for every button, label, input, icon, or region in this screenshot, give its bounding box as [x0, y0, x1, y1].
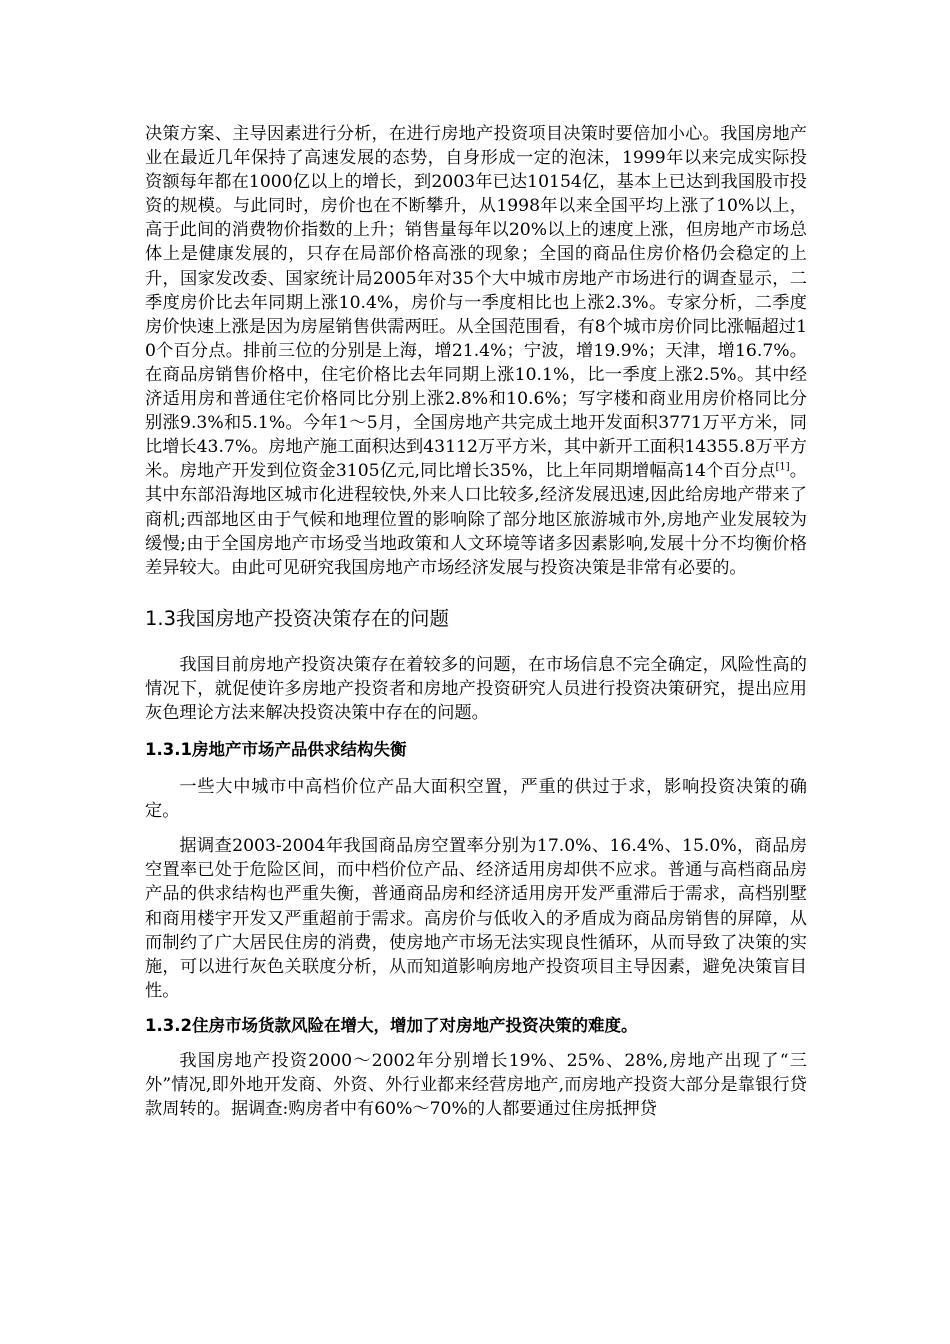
document-page	[145, 122, 807, 1121]
section-heading-1-3: 1.3我国房地产投资决策存在的问题	[145, 606, 450, 630]
citation-reference[interactable]: [1]	[775, 461, 790, 473]
section-1-3-intro-paragraph: 我国目前房地产投资决策存在着较多的问题，在市场信息不完全确定，风险性高的情况下，就促使许多房地产投资者和房地产投资研究人员进行投资决策研究，提出应用灰色理论方法来解决投资决策中存在的问题。	[145, 654, 807, 723]
body-paragraph	[145, 122, 807, 580]
paragraph-text-continued: 。其中东部沿海地区城市化进程较快,外来人口比较多,经济发展迅速,因此给房地产带来了商机;西部地区由于气候和地理位置的影响除了部分地区旅游城市外,房地产业发展较为缓慢;由于全国房地产市场受当地政策和人文环境等诸多因素影响,发展十分不均衡价格差异较大。由此可见研究我国房地产市场经济发展与投资决策是非常有必要的。	[145, 461, 807, 578]
section-1-3-1-paragraph-2: 据调查2003-2004年我国商品房空置率分别为17.0%、16.4%、15.0%，商品房空置率已处于危险区间，而中档价位产品、经济适用房却供不应求。普通与高档商品房产品的供求结构也严重失衡，普通商品房和经济适用房开发严重滞后于需求，高档别墅和商用楼宇开发又严重超前于需求。高房价与低收入的矛盾成为商品房销售的屏障，从而制约了广大居民住房的消费，使房地产市场无法实现良性循环，从而导致了决策的实施，可以进行灰色关联度分析，从而知道影响房地产投资项目主导因素，避免决策盲目性。	[145, 836, 807, 1001]
section-1-3-1-paragraph-1: 一些大中城市中高档价位产品大面积空置，严重的供过于求，影响投资决策的确定。	[145, 777, 807, 822]
section-heading-1-3-2: 1.3.2住房市场货款风险在增大，增加了对房地产投资决策的难度。	[145, 1015, 638, 1035]
section-heading-1-3-1: 1.3.1房地产市场产品供求结构失衡	[145, 740, 407, 760]
section-1-3-2-paragraph-1: 我国房地产投资2000～2002年分别增长19%、25%、28%,房地产出现了“三外”情况,即外地开发商、外资、外行业都来经营房地产,而房地产投资大部分是靠银行贷款周转的。据调查:购房者中有60%～70%的人都要通过住房抵押贷	[145, 1050, 807, 1120]
paragraph-text: 决策方案、主导因素进行分析，在进行房地产投资项目决策时要倍加小心。我国房地产业在最近几年保持了高速发展的态势，自身形成一定的泡沫，1999年以来完成实际投资额每年都在1000亿以上的增长，到2003年已达10154亿，基本上已达到我国股市投资的规模。与此同时，房价也在不断攀升，从1998年以来全国平均上涨了10%以上，高于此间的消费物价指数的上升；销售量每年以20%以上的速度上涨，但房地产市场总体上是健康发展的，只存在局部价格高涨的现象；全国的商品住房价格仍会稳定的上升，国家发改委、国家统计局2005年对35个大中城市房地产市场进行的调查显示，二季度房价比去年同期上涨10.4%，房价与一季度相比也上涨2.3%。专家分析，二季度房价快速上涨是因为房屋销售供需两旺。从全国范围看，有8个城市房价同比涨幅超过10个百分点。排前三位的分别是上海，增21.4%；宁波，增19.9%；天津，增16.7%。在商品房销售价格中，住宅价格比去年同期上涨10.1%，比一季度上涨2.5%。其中经济适用房和普通住宅价格同比分别上涨2.8%和10.6%；写字楼和商业用房价格同比分别涨9.3%和5.1%。今年1～5月，全国房地产共完成土地开发面积3771万平方米，同比增长43.7%。房地产施工面积达到43112万平方米，其中新开工面积14355.8万平方米。房地产开发到位资金3105亿元,同比增长35%，比上年同期增幅高14个百分点	[145, 124, 807, 482]
